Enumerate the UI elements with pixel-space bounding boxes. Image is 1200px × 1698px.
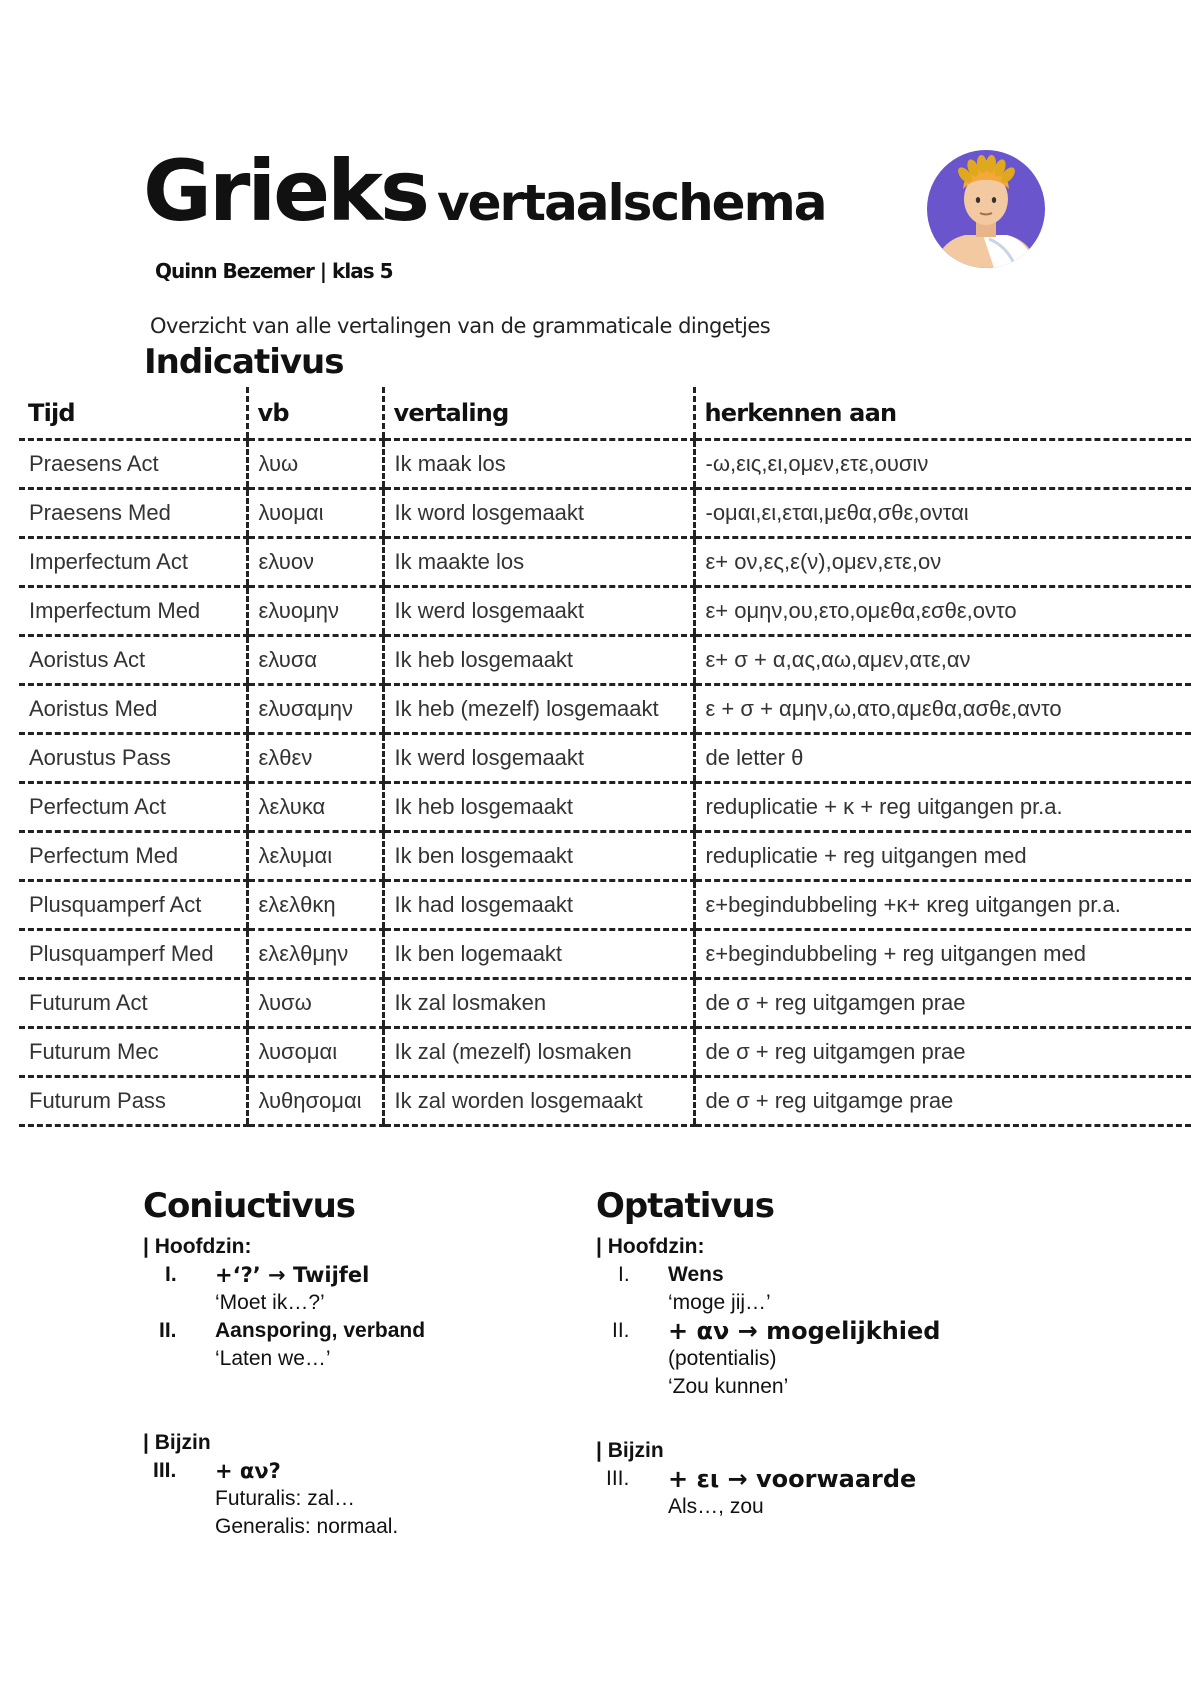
table-row bbox=[19, 734, 1191, 783]
cell-vertaling: Ik werd losgemaakt bbox=[383, 587, 694, 636]
author-line: Quinn Bezemer | klas 5 bbox=[155, 259, 393, 283]
subtitle: Overzicht van alle vertalingen van de grammaticale dingetjes bbox=[150, 314, 771, 338]
cell-vertaling: Ik maakte los bbox=[383, 538, 694, 587]
table-row bbox=[19, 440, 1191, 489]
hoofdzin-label: | Hoofdzin: bbox=[143, 1235, 252, 1258]
table-row bbox=[19, 489, 1191, 538]
table-row bbox=[19, 832, 1191, 881]
column-header-tijd: Tijd bbox=[19, 387, 247, 440]
cell-vb: ελθεν bbox=[247, 734, 383, 783]
cell-herkennen: ε+ ομην,ου,ετο,ομεθα,εσθε,οντο bbox=[694, 587, 1191, 636]
cell-vb: ελυομην bbox=[247, 587, 383, 636]
cell-herkennen: reduplicatie + κ + reg uitgangen pr.a. bbox=[694, 783, 1191, 832]
cell-vertaling: Ik heb losgemaakt bbox=[383, 636, 694, 685]
cell-vertaling: Ik zal (mezelf) losmaken bbox=[383, 1028, 694, 1077]
optativus-title: Optativus bbox=[596, 1186, 774, 1226]
cell-vb: λυσομαι bbox=[247, 1028, 383, 1077]
column-header-herkennen-aan: herkennen aan bbox=[694, 387, 1191, 440]
cell-vb: ελελθκη bbox=[247, 881, 383, 930]
cell-herkennen: ε+ σ + α,ας,αω,αμεν,ατε,αν bbox=[694, 636, 1191, 685]
cell-vb: ελυσαμην bbox=[247, 685, 383, 734]
title-rest: vertaalschema bbox=[437, 174, 826, 232]
item-example: ‘moge jij…’ bbox=[668, 1291, 771, 1314]
cell-herkennen: ε+begindubbeling + reg uitgangen med bbox=[694, 930, 1191, 979]
table-row bbox=[19, 1028, 1191, 1077]
cell-herkennen: -ομαι,ει,εται,μεθα,σθε,ονται bbox=[694, 489, 1191, 538]
cell-tijd: Perfectum Med bbox=[19, 832, 247, 881]
item-label: + ει → voorwaarde bbox=[668, 1465, 917, 1493]
cell-herkennen: de σ + reg uitgamgen prae bbox=[694, 979, 1191, 1028]
cell-vertaling: Ik zal worden losgemaakt bbox=[383, 1077, 694, 1126]
item-number: II. bbox=[612, 1319, 630, 1342]
cell-herkennen: reduplicatie + reg uitgangen med bbox=[694, 832, 1191, 881]
greek-figure-avatar-icon bbox=[925, 143, 1047, 271]
cell-vertaling: Ik maak los bbox=[383, 440, 694, 489]
item-example: ‘Zou kunnen’ bbox=[668, 1375, 789, 1398]
cell-herkennen: ε+begindubbeling +κ+ κreg uitgangen pr.a. bbox=[694, 881, 1191, 930]
item-number: III. bbox=[153, 1459, 177, 1482]
cell-tijd: Imperfectum Act bbox=[19, 538, 247, 587]
cell-tijd: Aoristus Act bbox=[19, 636, 247, 685]
cell-tijd: Perfectum Act bbox=[19, 783, 247, 832]
cell-herkennen: -ω,εις,ει,ομεν,ετε,ουσιν bbox=[694, 440, 1191, 489]
cell-vb: ελυσα bbox=[247, 636, 383, 685]
cell-tijd: Aoristus Med bbox=[19, 685, 247, 734]
item-label: +‘?’ → Twijfel bbox=[215, 1263, 370, 1287]
column-header-vertaling: vertaling bbox=[383, 387, 694, 440]
item-number: I. bbox=[165, 1263, 177, 1286]
item-example: Als…, zou bbox=[668, 1495, 764, 1518]
table-row bbox=[19, 538, 1191, 587]
cell-vb: λελυκα bbox=[247, 783, 383, 832]
cell-tijd: Futurum Pass bbox=[19, 1077, 247, 1126]
cell-tijd: Plusquamperf Med bbox=[19, 930, 247, 979]
cell-vertaling: Ik heb (mezelf) losgemaakt bbox=[383, 685, 694, 734]
cell-vb: λυθησομαι bbox=[247, 1077, 383, 1126]
item-label: + αν → mogelijkhied bbox=[668, 1317, 941, 1345]
hoofdzin-label: | Hoofdzin: bbox=[596, 1235, 705, 1258]
cell-vertaling: Ik ben logemaakt bbox=[383, 930, 694, 979]
cell-vertaling: Ik zal losmaken bbox=[383, 979, 694, 1028]
item-number: II. bbox=[159, 1319, 177, 1342]
item-example: ‘Laten we…’ bbox=[215, 1347, 331, 1370]
table-row bbox=[19, 979, 1191, 1028]
table-row bbox=[19, 636, 1191, 685]
table-header-row bbox=[19, 387, 1191, 440]
table-row bbox=[19, 587, 1191, 636]
table-row bbox=[19, 783, 1191, 832]
cell-vertaling: Ik word losgemaakt bbox=[383, 489, 694, 538]
cell-vb: λελυμαι bbox=[247, 832, 383, 881]
cell-tijd: Praesens Med bbox=[19, 489, 247, 538]
item-example: Futuralis: zal… bbox=[215, 1487, 356, 1510]
indicativus-table bbox=[19, 387, 1191, 1127]
item-example: Generalis: normaal. bbox=[215, 1515, 399, 1538]
cell-herkennen: de σ + reg uitgamge prae bbox=[694, 1077, 1191, 1126]
item-label: Aansporing, verband bbox=[215, 1319, 426, 1342]
cell-vertaling: Ik werd losgemaakt bbox=[383, 734, 694, 783]
item-number: III. bbox=[606, 1467, 630, 1490]
cell-vb: ελελθμην bbox=[247, 930, 383, 979]
cell-vb: λυω bbox=[247, 440, 383, 489]
bijzin-label: | Bijzin bbox=[596, 1439, 664, 1462]
table-row bbox=[19, 881, 1191, 930]
cell-vertaling: Ik heb losgemaakt bbox=[383, 783, 694, 832]
bijzin-label: | Bijzin bbox=[143, 1431, 211, 1454]
table-row bbox=[19, 930, 1191, 979]
cell-herkennen: de σ + reg uitgamgen prae bbox=[694, 1028, 1191, 1077]
cell-tijd: Plusquamperf Act bbox=[19, 881, 247, 930]
cell-tijd: Futurum Mec bbox=[19, 1028, 247, 1077]
cell-vb: λυσω bbox=[247, 979, 383, 1028]
cell-herkennen: de letter θ bbox=[694, 734, 1191, 783]
item-number: I. bbox=[618, 1263, 630, 1286]
coniuctivus-block bbox=[143, 1233, 563, 1541]
cell-tijd: Futurum Act bbox=[19, 979, 247, 1028]
item-label: + αν? bbox=[215, 1459, 281, 1483]
cell-herkennen: ε+ ον,ες,ε(ν),ομεν,ετε,ον bbox=[694, 538, 1191, 587]
cell-vb: ελυον bbox=[247, 538, 383, 587]
title-main: Grieks bbox=[143, 142, 427, 240]
cell-herkennen: ε + σ + αμην,ω,ατο,αμεθα,ασθε,αντο bbox=[694, 685, 1191, 734]
item-example: (potentialis) bbox=[668, 1347, 777, 1370]
cell-vertaling: Ik ben losgemaakt bbox=[383, 832, 694, 881]
cell-vb: λυομαι bbox=[247, 489, 383, 538]
table-row bbox=[19, 685, 1191, 734]
cell-tijd: Aorustus Pass bbox=[19, 734, 247, 783]
cell-vertaling: Ik had losgemaakt bbox=[383, 881, 694, 930]
cell-tijd: Imperfectum Med bbox=[19, 587, 247, 636]
coniuctivus-title: Coniuctivus bbox=[143, 1186, 356, 1226]
cell-tijd: Praesens Act bbox=[19, 440, 247, 489]
table-row bbox=[19, 1077, 1191, 1126]
page-title bbox=[143, 142, 825, 240]
indicativus-title: Indicativus bbox=[144, 342, 344, 382]
column-header-vb: vb bbox=[247, 387, 383, 440]
optativus-block bbox=[596, 1233, 1116, 1521]
item-example: ‘Moet ik…?’ bbox=[215, 1291, 325, 1314]
item-label: Wens bbox=[668, 1263, 724, 1286]
